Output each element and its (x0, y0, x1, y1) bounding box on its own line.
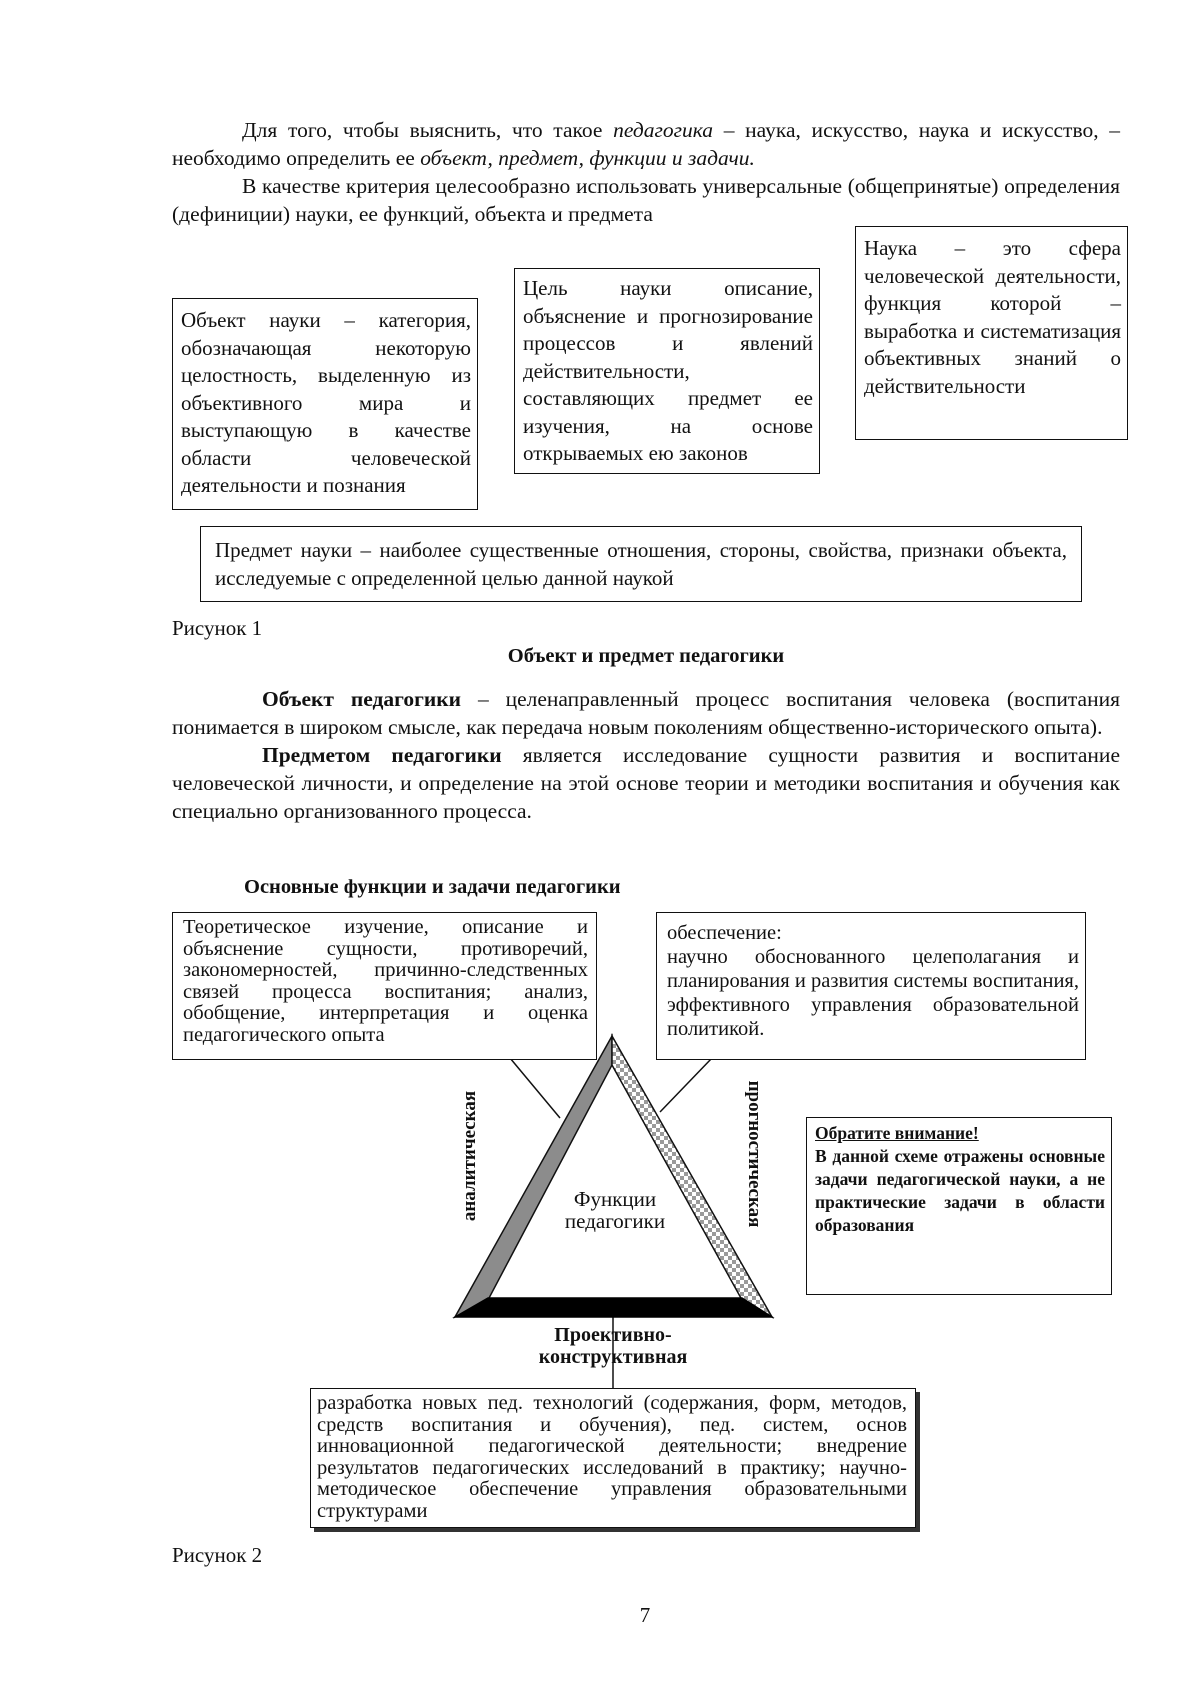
section-2-title: Основные функции и задачи педагогики (244, 876, 621, 898)
term-list: объект, предмет, функции и задачи. (420, 146, 755, 170)
label-prognostic: прогностичеcкая (744, 1080, 765, 1228)
figure-2-caption: Рисунок 2 (172, 1543, 263, 1567)
box-projective-tasks: разработка новых пед. технологий (содержания, форм, методов, средств воспитания и обучения), пед. систем, основ инновационной педагогической деятельности; внедрение результатов педагогических исследований в практику; научно-методическое обеспечение управления образовательными структурами (310, 1388, 916, 1528)
box-analytic-tasks: Теоретическое изучение, описание и объяснение сущности, противоречий, закономерностей, причинно-следственных связей процесса воспитания; анализ, обобщение, интерпретация и оценка педагогического опыта (172, 912, 597, 1060)
prognostic-body: научно обоснованного целеполагания и планирования и развития системы воспитания, эффективного управления образовательной политикой. (667, 946, 1079, 1040)
page-number: 7 (639, 1603, 651, 1627)
object-paragraph: Объект педагогики – целенаправленный процесс воспитания человека (воспитания понимается в широком смысле, как передача новым поколениям общественно-исторического опыта). (172, 687, 1120, 739)
figure-1-caption: Рисунок 1 (172, 616, 263, 640)
box-science: Наука – это сфера человеческой деятельности, функция которой – выработка и систематизация объективных знаний о действительности (855, 226, 1128, 440)
box-object: Объект науки – категория, обозначающая некоторую целостность, выделенную из объективного мира и выступающую в качестве области человеческой деятельности и познания (172, 298, 478, 510)
subject-paragraph: Предметом педагогики является исследование сущности развития и воспитание человеческой личности, и определение на этой основе теории и методики воспитания и обучения как специально организованного процесса. (172, 743, 1120, 823)
term-pedagogy: педагогика (613, 118, 714, 142)
diagram-center-label: Функции педагогики (564, 1187, 666, 1233)
connector-analytic (510, 1058, 560, 1118)
label-analytic: аналитическая (459, 1090, 480, 1222)
note-title: Обратите внимание! (815, 1123, 979, 1143)
note-body: В данной схеме отражены основные задачи педагогической науки, а не практические задачи в области образования (815, 1146, 1105, 1235)
intro-paragraph-2: В качестве критерия целесообразно использовать универсальные (общепринятые) определения (дефиниции) науки, ее функций, объекта и предмета (172, 174, 1120, 226)
side-projective (455, 1298, 772, 1317)
prognostic-head: обеспечение: (667, 922, 782, 944)
box-prognostic-tasks (656, 912, 1086, 1060)
box-subject: Предмет науки – наиболее существенные отношения, стороны, свойства, признаки объекта, исследуемые с определенной целью данной наукой (200, 526, 1082, 602)
section-1-title: Объект и предмет педагогики (507, 645, 785, 667)
intro-paragraph-1: Для того, чтобы выяснить, что такое педагогика – наука, искусство, наука и искусство, – необходимо определить ее объект, предмет, функции и задачи. (172, 118, 1120, 170)
label-projective: Проективно- конструктивная (538, 1324, 688, 1368)
attention-note (806, 1117, 1112, 1295)
connector-prognostic (660, 1058, 712, 1112)
box-goal: Цель науки описание, объяснение и прогнозирование процессов и явлений действительности, составляющих предмет ее изучения, на основе открываемых ею законов (514, 268, 820, 474)
